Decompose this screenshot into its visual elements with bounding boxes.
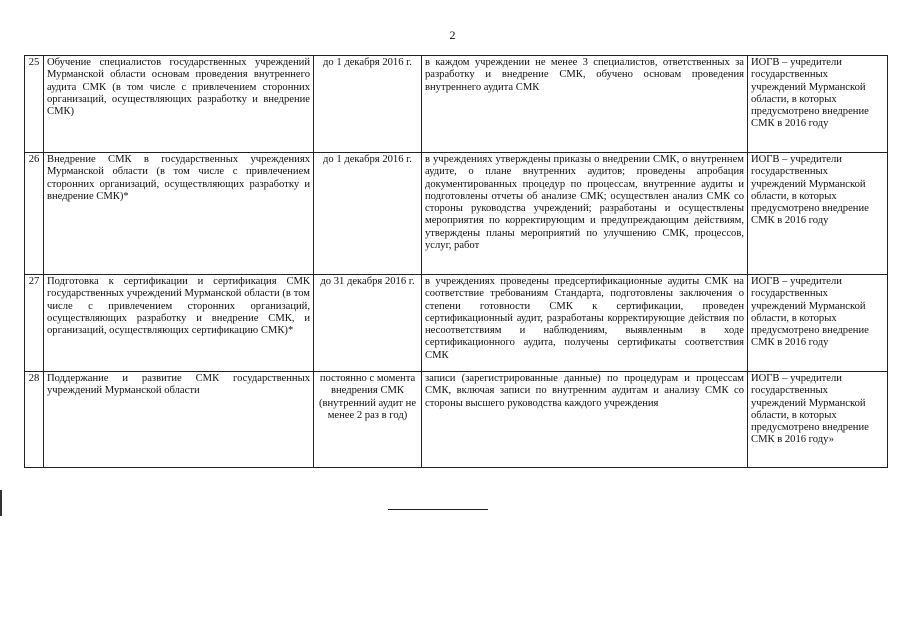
result-cell: в каждом учреждении не менее 3 специалистов, ответственных за разработку и внедрение СМК, обучено основам проведения внутреннего аудита СМК — [422, 56, 748, 153]
deadline-cell: до 1 декабря 2016 г. — [314, 56, 422, 153]
event-cell: Обучение специалистов государственных учреждений Мурманской области основам проведения внутреннего аудита СМК (в том числе с привлечением сторонних организаций, осуществляющих разработку и внедрение СМК) — [44, 56, 314, 153]
responsible-cell: ИОГВ – учредители государственных учреждений Мурманской области, в которых предусмотрено внедрение СМК в 2016 году — [748, 56, 888, 153]
row-number: 28 — [25, 372, 44, 468]
table-row — [25, 56, 888, 153]
table-row — [25, 275, 888, 372]
event-cell: Внедрение СМК в государственных учреждениях Мурманской области (в том числе с привлечением сторонних организаций, осуществляющих разработку и внедрение СМК)* — [44, 153, 314, 275]
deadline-cell: до 31 декабря 2016 г. — [314, 275, 422, 372]
row-number: 27 — [25, 275, 44, 372]
table-row — [25, 153, 888, 275]
plan-table — [24, 55, 888, 468]
result-cell: записи (зарегистрированные данные) по процедурам и процессам СМК, включая записи по внутренним аудитам и анализу СМК со стороны высшего руководства каждого учреждения — [422, 372, 748, 468]
responsible-cell: ИОГВ – учредители государственных учреждений Мурманской области, в которых предусмотрено внедрение СМК в 2016 году» — [748, 372, 888, 468]
row-number: 26 — [25, 153, 44, 275]
scan-edge-mark — [0, 490, 2, 516]
deadline-cell: до 1 декабря 2016 г. — [314, 153, 422, 275]
event-cell: Подготовка к сертификации и сертификация СМК государственных учреждений Мурманской области (в том числе с привлечением сторонних организаций, осуществляющих разработку и внедрение СМК, и организаций, осуществляющих сертификацию СМК)* — [44, 275, 314, 372]
responsible-cell: ИОГВ – учредители государственных учреждений Мурманской области, в которых предусмотрено внедрение СМК в 2016 году — [748, 153, 888, 275]
result-cell: в учреждениях утверждены приказы о внедрении СМК, о внутреннем аудите, о плане внутренних аудитов; проведены апробация документированных процедур по процессам, внутренние аудиты и подготовлены отчеты об анализе СМК; осуществлен анализ СМК со стороны руководства учреждений; разработаны и осуществлены мероприятия по корректирующим и предупреждающим действиям, утверждены планы мероприятий по улучшению СМК, процессов, услуг, работ — [422, 153, 748, 275]
table-row — [25, 372, 888, 468]
row-number: 25 — [25, 56, 44, 153]
deadline-cell: постоянно с момента внедрения СМК (внутренний аудит не менее 2 раз в год) — [314, 372, 422, 468]
page-number: 2 — [449, 28, 456, 42]
result-cell: в учреждениях проведены предсертификационные аудиты СМК на соответствие требованиям Стандарта, подготовлены заключения о степени готовности СМК к сертификации, проведен сертификационный аудит, разработаны корректирующие действия по несоответствиям и наблюдениям, выявленным в ходе сертификационного аудита, получены сертификаты соответствия СМК — [422, 275, 748, 372]
responsible-cell: ИОГВ – учредители государственных учреждений Мурманской области, в которых предусмотрено внедрение СМК в 2016 году — [748, 275, 888, 372]
event-cell: Поддержание и развитие СМК государственных учреждений Мурманской области — [44, 372, 314, 468]
closing-rule — [388, 509, 488, 510]
